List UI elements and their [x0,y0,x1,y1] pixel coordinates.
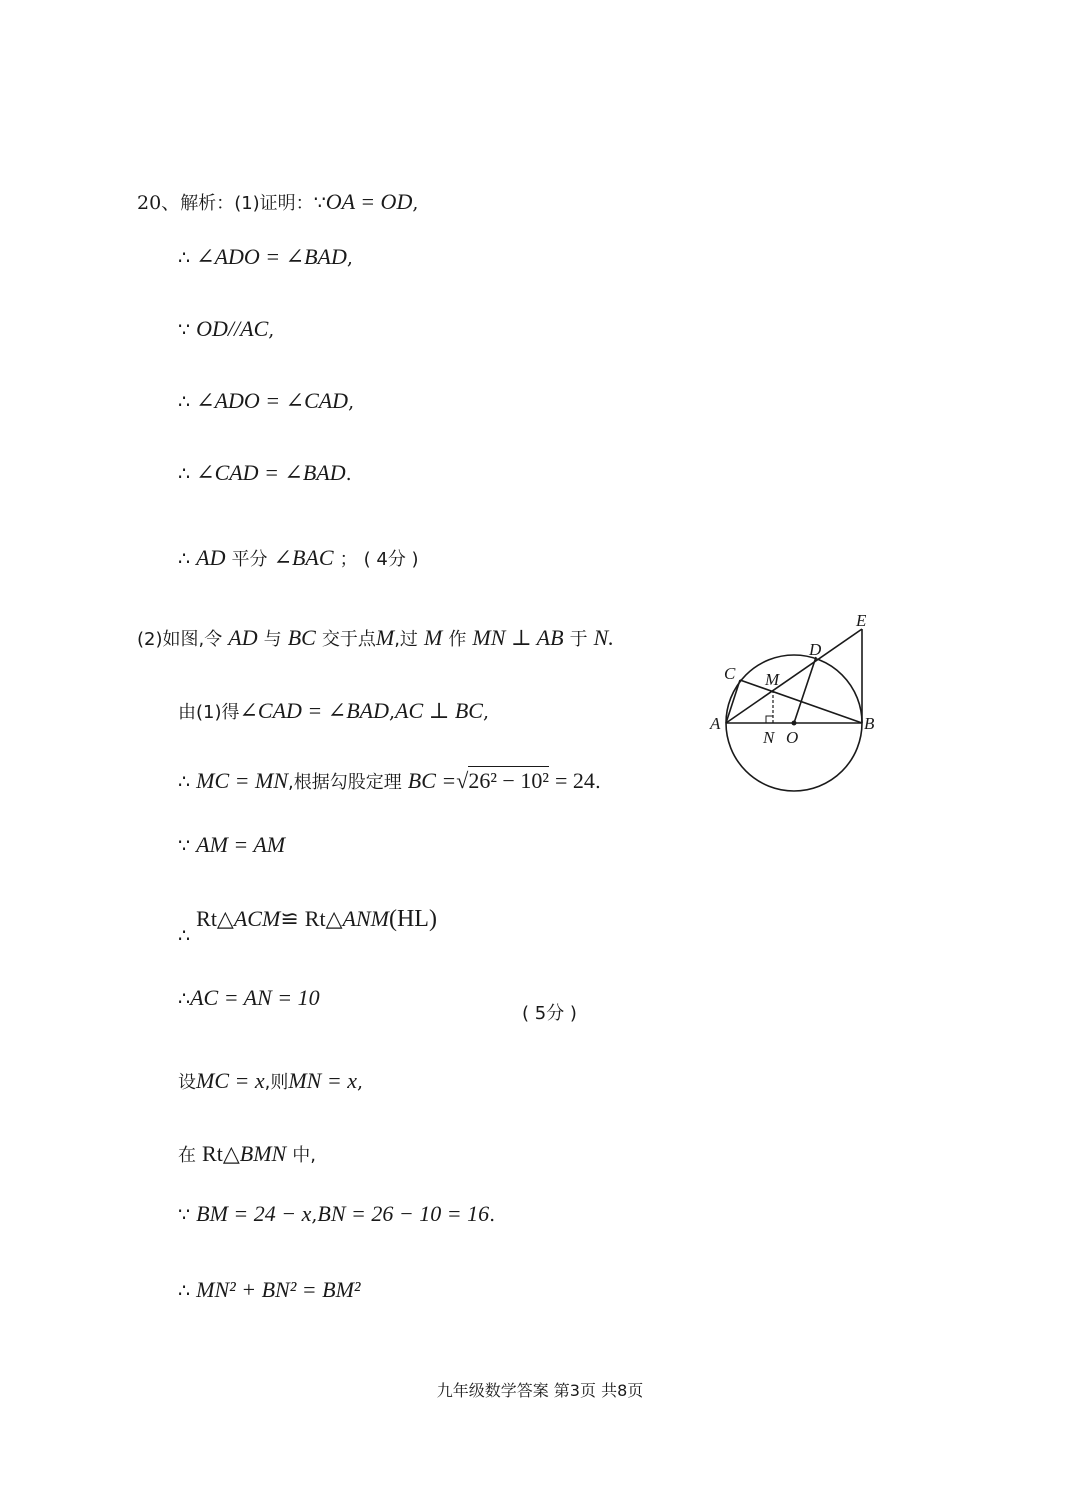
math-expression: BM = 24 − x [196,1201,312,1226]
part2-step-5 [178,985,598,1024]
punctuation: . [345,463,352,485]
therefore-symbol: ∴ [178,988,191,1010]
math-expression: BN = 26 − 10 = 16 [317,1201,490,1226]
punctuation: . [489,1204,496,1226]
right-angle-mark [766,716,773,723]
math-expression: MN = x [288,1068,357,1093]
punctuation: , [346,247,353,269]
punctuation: ； [339,549,358,570]
part2-step-6 [178,1068,363,1094]
point-o [792,721,797,726]
punctuation: , [356,1071,364,1093]
punctuation: , [412,192,419,214]
text: 于 [569,629,588,650]
math-expression: = 24 [554,768,595,793]
part2-step-7 [178,1141,316,1167]
congruent-symbol: ≌ [280,906,299,931]
therefore-symbol: ∴ [178,925,191,947]
math-expression: ∠ADO = ∠BAD [196,244,347,269]
label-m: M [765,670,780,689]
text: 由(1)得 [178,702,240,723]
text: 平分 [231,549,268,570]
punctuation: . [594,771,601,793]
proof-step-3 [178,388,354,414]
label-a: A [710,714,721,733]
proof-step-2 [178,316,274,342]
segment-ac [726,680,740,723]
math-expression: Rt△ [196,906,234,931]
punctuation: , [482,701,489,723]
problem-header [137,188,418,215]
math-expression: BC = [407,768,457,793]
label-n: N [763,728,775,747]
math-expression: OD//AC [196,316,269,341]
label-e: E [856,611,867,630]
math-expression: BC [287,625,316,650]
text: 设 [178,1072,196,1093]
text: 交于点 [321,629,376,650]
text: ,根据勾股定理 [288,772,402,793]
therefore-symbol: ∴ [178,771,191,793]
math-expression: ∠CAD = ∠BAD [196,460,346,485]
punctuation: , [268,319,275,341]
punctuation: , [311,1204,318,1226]
part2-step-8 [178,1201,495,1227]
therefore-symbol: ∴ [178,391,191,413]
text: 中, [292,1145,316,1166]
text: ,则 [264,1072,289,1093]
proof-step-1 [178,244,353,270]
math-expression: ∠ADO = ∠CAD [196,388,349,413]
segment-ae [726,629,862,723]
math-expression: AD [228,625,258,650]
label-analysis: 解析： [180,193,235,214]
math-expression: Rt△ [202,1141,240,1166]
therefore-symbol: ∴ [178,1280,191,1302]
text: 与 [263,629,282,650]
math-expression: AD [196,545,226,570]
math-expression: MC = x [196,1068,265,1093]
math-expression: M [423,625,443,650]
punctuation: , [388,701,396,723]
because-symbol: ∵ [178,1204,191,1226]
math-expression: ACM [233,906,281,931]
because-symbol: ∵ [313,192,326,214]
math-expression: Rt△ [304,906,343,931]
math-expression: ANM [342,906,389,931]
label-o: O [786,728,799,747]
text: ,过 [394,629,418,650]
therefore-symbol: ∴ [178,463,191,485]
text: (2)如图,令 [137,629,223,650]
math-expression: MN² + BN² = BM² [196,1277,361,1302]
label-c: C [724,664,736,683]
math-expression: AC = AN = 10 [190,985,320,1010]
math-expression: ∠BAC [273,545,334,570]
label-b: B [864,714,875,733]
radicand: 26² − 10² [468,768,549,793]
label-d: D [809,640,822,659]
segment-od [794,657,816,723]
part2-step-9 [178,1277,361,1303]
math-expression: N. [593,625,614,650]
problem-number: 20、 [137,192,181,214]
math-expression: MC = MN [196,768,288,793]
because-symbol: ∵ [178,319,191,341]
math-expression: M [375,625,395,650]
part2-step-2 [178,768,601,794]
text: 在 [178,1145,196,1166]
score-mark: ( 5分 ) [522,1003,577,1024]
punctuation: , [348,391,355,413]
part2-step-3 [178,832,285,858]
math-expression: (HL) [388,906,437,932]
therefore-symbol: ∴ [178,548,191,570]
sqrt-sign: √ [456,768,469,793]
math-expression: BMN [239,1141,287,1166]
math-expression: AC ⊥ BC [395,698,483,723]
math-expression: MN ⊥ AB [472,625,564,650]
because-symbol: ∵ [178,835,191,857]
text: 作 [448,629,467,650]
score-mark: ( 4分 ) [363,549,419,570]
part2-step-4 [178,906,437,947]
page-footer: 九年级数学答案 第3页 共8页 [436,1381,644,1400]
part2-step-1 [178,698,489,724]
therefore-symbol: ∴ [178,247,191,269]
part2-intro [137,625,614,651]
label-part1: (1)证明： [234,193,314,214]
math-expression: AM = AM [196,832,286,857]
proof-conclusion-1 [178,545,419,571]
proof-step-4 [178,460,352,486]
geometry-figure [700,605,890,795]
math-expression: OA = OD [325,189,413,214]
math-expression: ∠CAD = ∠BAD [239,698,389,723]
